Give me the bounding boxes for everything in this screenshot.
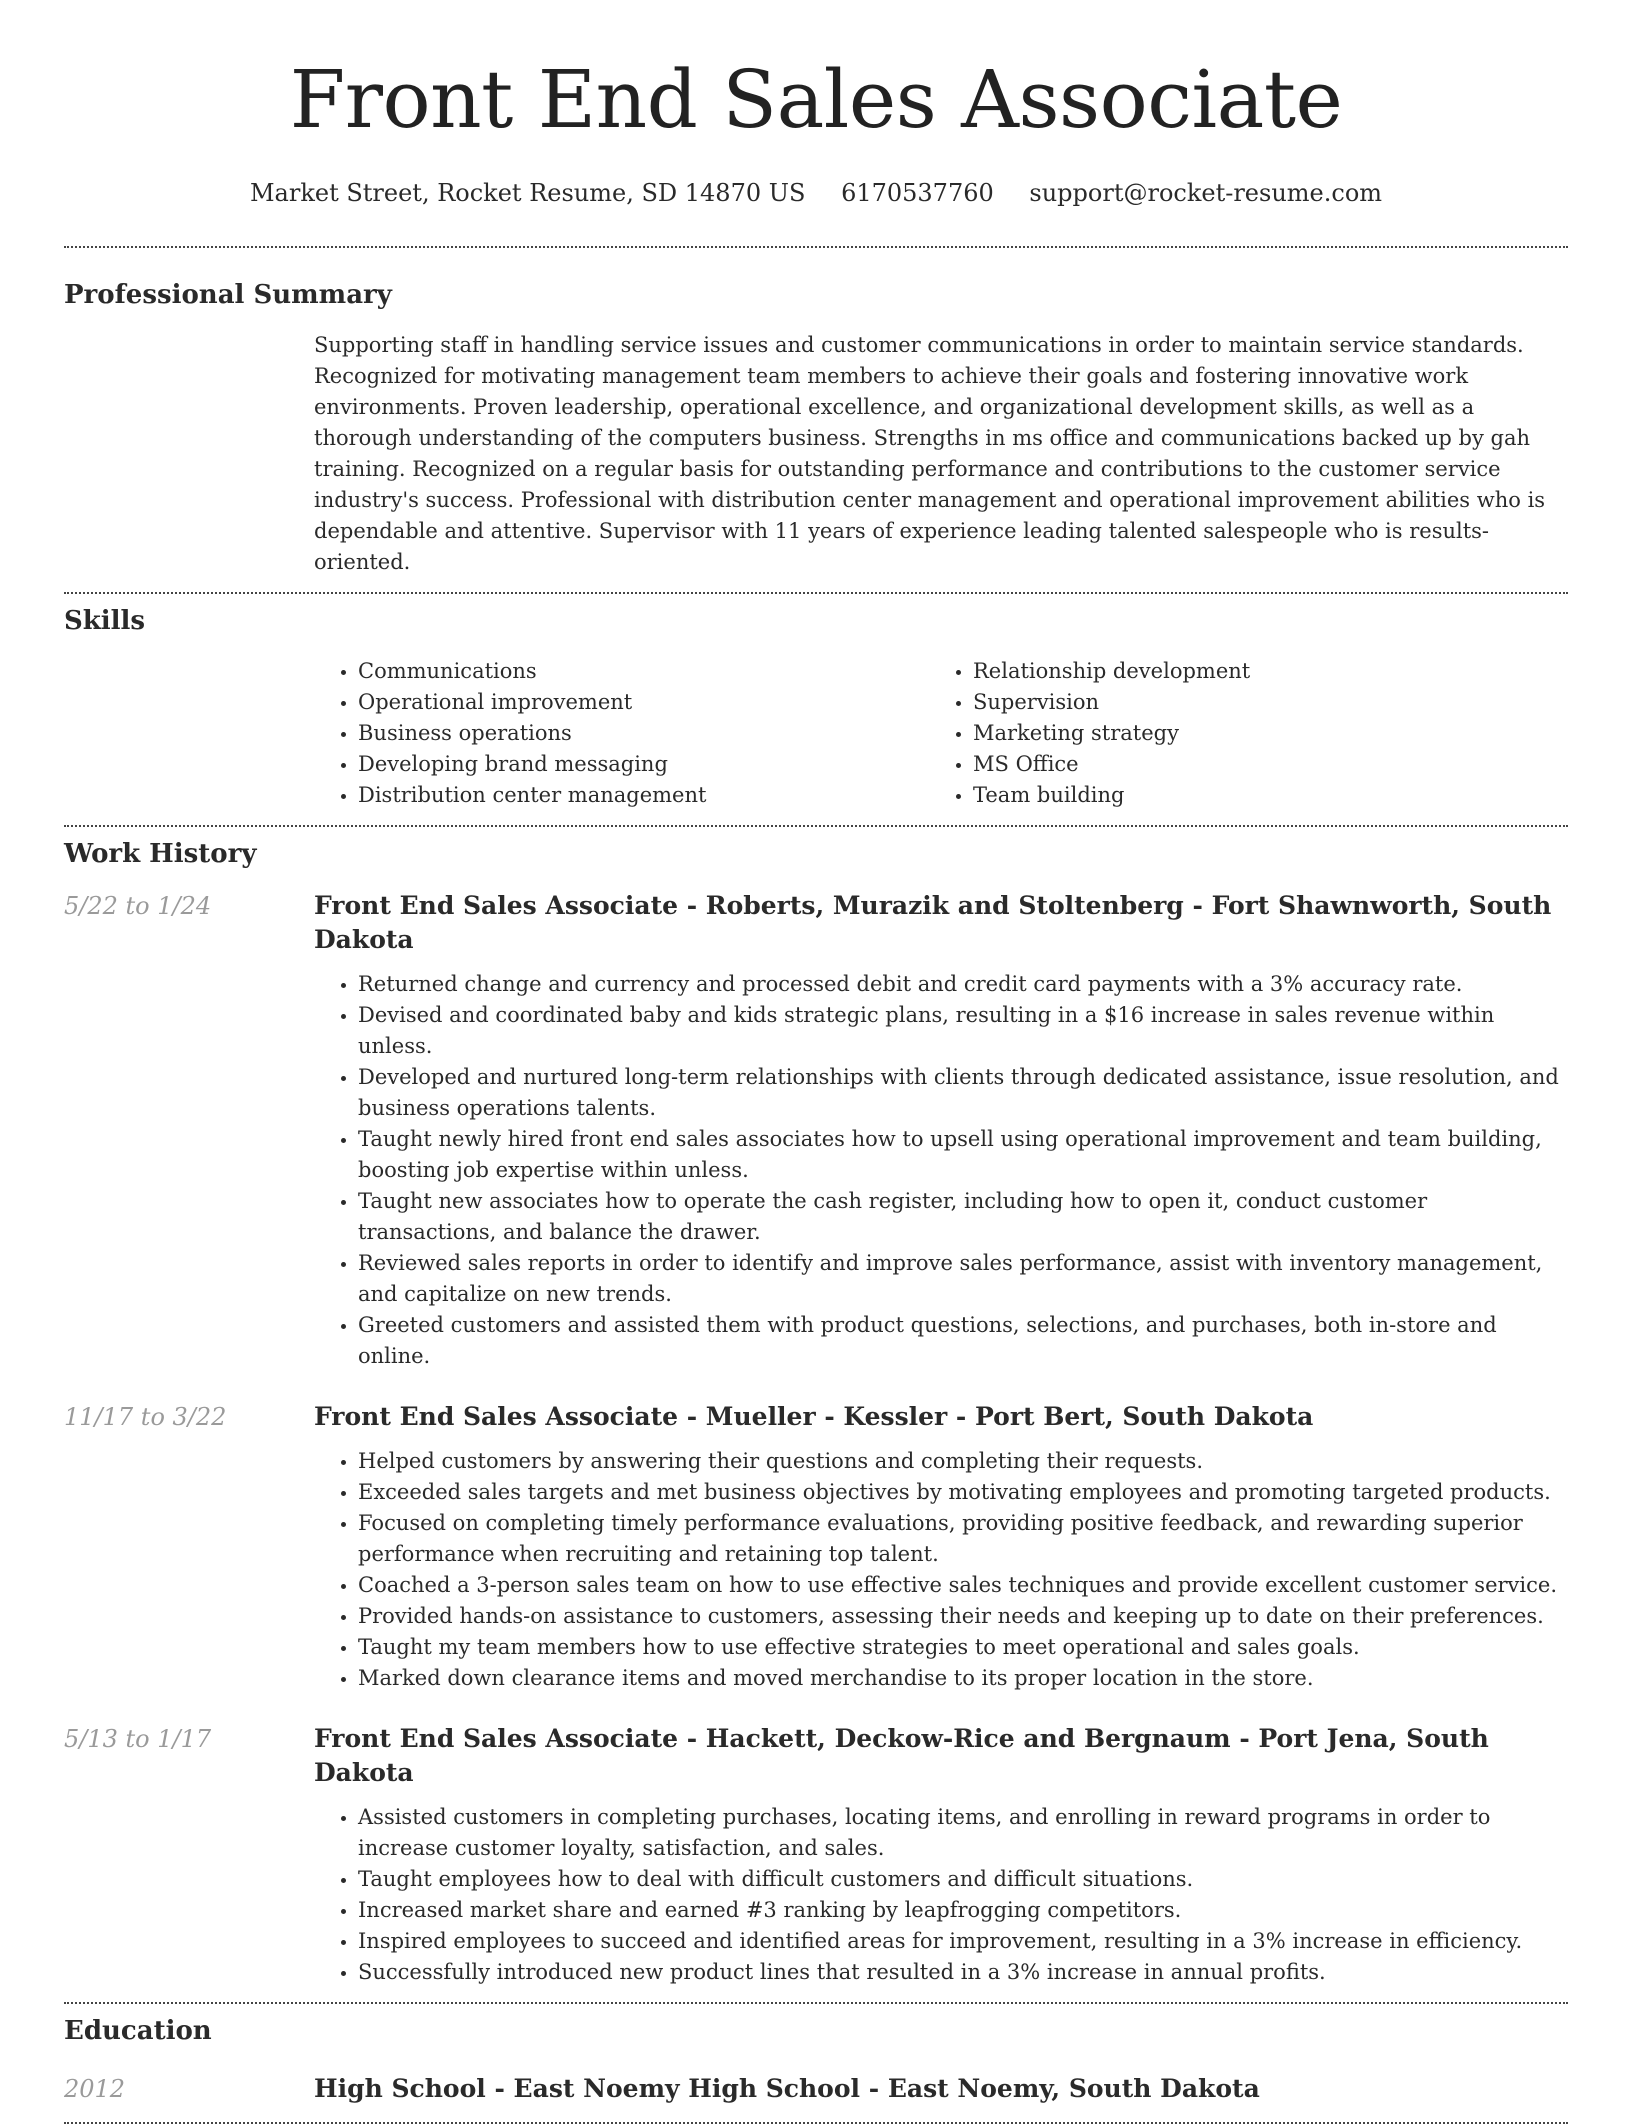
- skill-item: • Relationship development: [973, 656, 1250, 687]
- list-item: • Helped customers by answering their questions and completing their requests.: [358, 1446, 1568, 1477]
- email-link[interactable]: support@rocket-resume.com: [1029, 179, 1383, 207]
- list-item: • Reviewed sales reports in order to identify and improve sales performance, assist with inventory management, and capitalize on new trends.: [358, 1248, 1568, 1310]
- skill-item: • Marketing strategy: [973, 718, 1250, 749]
- list-item: • Taught employees how to deal with difficult customers and difficult situations.: [358, 1864, 1568, 1895]
- summary-heading: Professional Summary: [64, 280, 392, 310]
- list-item: • Focused on completing timely performance evaluations, providing positive feedback, and rewarding superior performance when recruiting and retaining top talent.: [358, 1508, 1568, 1570]
- list-item: • Exceeded sales targets and met business objectives by motivating employees and promoting targeted products.: [358, 1477, 1568, 1508]
- summary-text: Supporting staff in handling service issues and customer communications in order to maintain service standards. Recognized for motivating management team members to achieve their goals and fostering innovative work environments. Proven leadership, operational excellence, and organizational development skills, as well as a thorough understanding of the computers business. Strengths in ms office and communications backed up by gah training. Recognized on a regular basis for outstanding performance and contributions to the customer service industry's success. Professional with distribution center management and operational improvement abilities who is dependable and attentive. Supervisor with 11 years of experience leading talented salespeople who is results-oriented.: [314, 333, 1546, 574]
- education-section: [64, 2004, 1568, 2106]
- list-item: • Successfully introduced new product lines that resulted in a 3% increase in annual profits.: [358, 1957, 1568, 1988]
- education-year: 2012: [64, 2075, 126, 2103]
- job-dates: 5/22 to 1/24: [64, 892, 212, 920]
- list-item: • Taught my team members how to use effective strategies to meet operational and sales goals.: [358, 1632, 1568, 1663]
- education-entry: [64, 2072, 1568, 2106]
- list-item: • Developed and nurtured long-term relationships with clients through dedicated assistance, issue resolution, and business operations talents.: [358, 1062, 1568, 1124]
- job-heading: Front End Sales Associate - Hackett, Deckow-Rice and Bergnaum - Port Jena, South Dakota: [314, 1724, 1489, 1787]
- job-heading: Front End Sales Associate - Roberts, Murazik and Stoltenberg - Fort Shawnworth, South Dakota: [314, 891, 1552, 954]
- skills-column-left: [314, 656, 929, 811]
- list-item: • Inspired employees to succeed and identified areas for improvement, resulting in a 3% increase in efficiency.: [358, 1926, 1568, 1957]
- skills-heading: Skills: [64, 606, 146, 636]
- education-heading: Education: [64, 2016, 212, 2046]
- summary-section: [64, 248, 1568, 578]
- list-item: • Taught newly hired front end sales associates how to upsell using operational improvement and team building, boosting job expertise within unless.: [358, 1124, 1568, 1186]
- skill-item: • Distribution center management: [358, 780, 929, 811]
- job-entry: [64, 889, 1568, 1372]
- skill-item: • Operational improvement: [358, 687, 929, 718]
- address-text: Market Street, Rocket Resume, SD 14870 US: [249, 179, 806, 207]
- job-bullets: [314, 969, 1568, 1372]
- list-item: • Assisted customers in completing purchases, locating items, and enrolling in reward programs in order to increase customer loyalty, satisfaction, and sales.: [358, 1802, 1568, 1864]
- resume-header: [64, 0, 1568, 210]
- list-item: • Provided hands-on assistance to customers, assessing their needs and keeping up to date on their preferences.: [358, 1601, 1568, 1632]
- list-item: • Taught new associates how to operate the cash register, including how to open it, conduct customer transactions, and balance the drawer.: [358, 1186, 1568, 1248]
- work-history-section: [64, 827, 1568, 1988]
- work-history-heading: Work History: [64, 839, 257, 869]
- job-dates: 11/17 to 3/22: [64, 1403, 227, 1431]
- list-item: • Coached a 3-person sales team on how to use effective sales techniques and provide excellent customer service.: [358, 1570, 1568, 1601]
- job-bullets: [314, 1802, 1568, 1988]
- education-heading-text: High School - East Noemy High School - East Noemy, South Dakota: [314, 2074, 1260, 2103]
- list-item: • Marked down clearance items and moved merchandise to its proper location in the store.: [358, 1663, 1568, 1694]
- list-item: • Returned change and currency and processed debit and credit card payments with a 3% accuracy rate.: [358, 969, 1568, 1000]
- job-heading: Front End Sales Associate - Mueller - Kessler - Port Bert, South Dakota: [314, 1402, 1314, 1431]
- job-entry: [64, 1400, 1568, 1694]
- job-bullets: [314, 1446, 1568, 1694]
- skills-column-right: [929, 656, 1250, 811]
- skill-item: • Business operations: [358, 718, 929, 749]
- skill-item: • Developing brand messaging: [358, 749, 929, 780]
- phone-text: 6170537760: [841, 179, 994, 207]
- skill-item: • Communications: [358, 656, 929, 687]
- candidate-name: Front End Sales Associate: [289, 53, 1343, 146]
- list-item: • Devised and coordinated baby and kids strategic plans, resulting in a $16 increase in sales revenue within unless.: [358, 1000, 1568, 1062]
- list-item: • Greeted customers and assisted them with product questions, selections, and purchases, both in-store and online.: [358, 1310, 1568, 1372]
- job-dates: 5/13 to 1/17: [64, 1725, 212, 1753]
- skill-item: • Team building: [973, 780, 1250, 811]
- skill-item: • Supervision: [973, 687, 1250, 718]
- list-item: • Increased market share and earned #3 ranking by leapfrogging competitors.: [358, 1895, 1568, 1926]
- skills-list: [314, 656, 1568, 811]
- job-entry: [64, 1722, 1568, 1988]
- contact-line: [64, 176, 1568, 210]
- skill-item: • MS Office: [973, 749, 1250, 780]
- skills-section: [64, 594, 1568, 811]
